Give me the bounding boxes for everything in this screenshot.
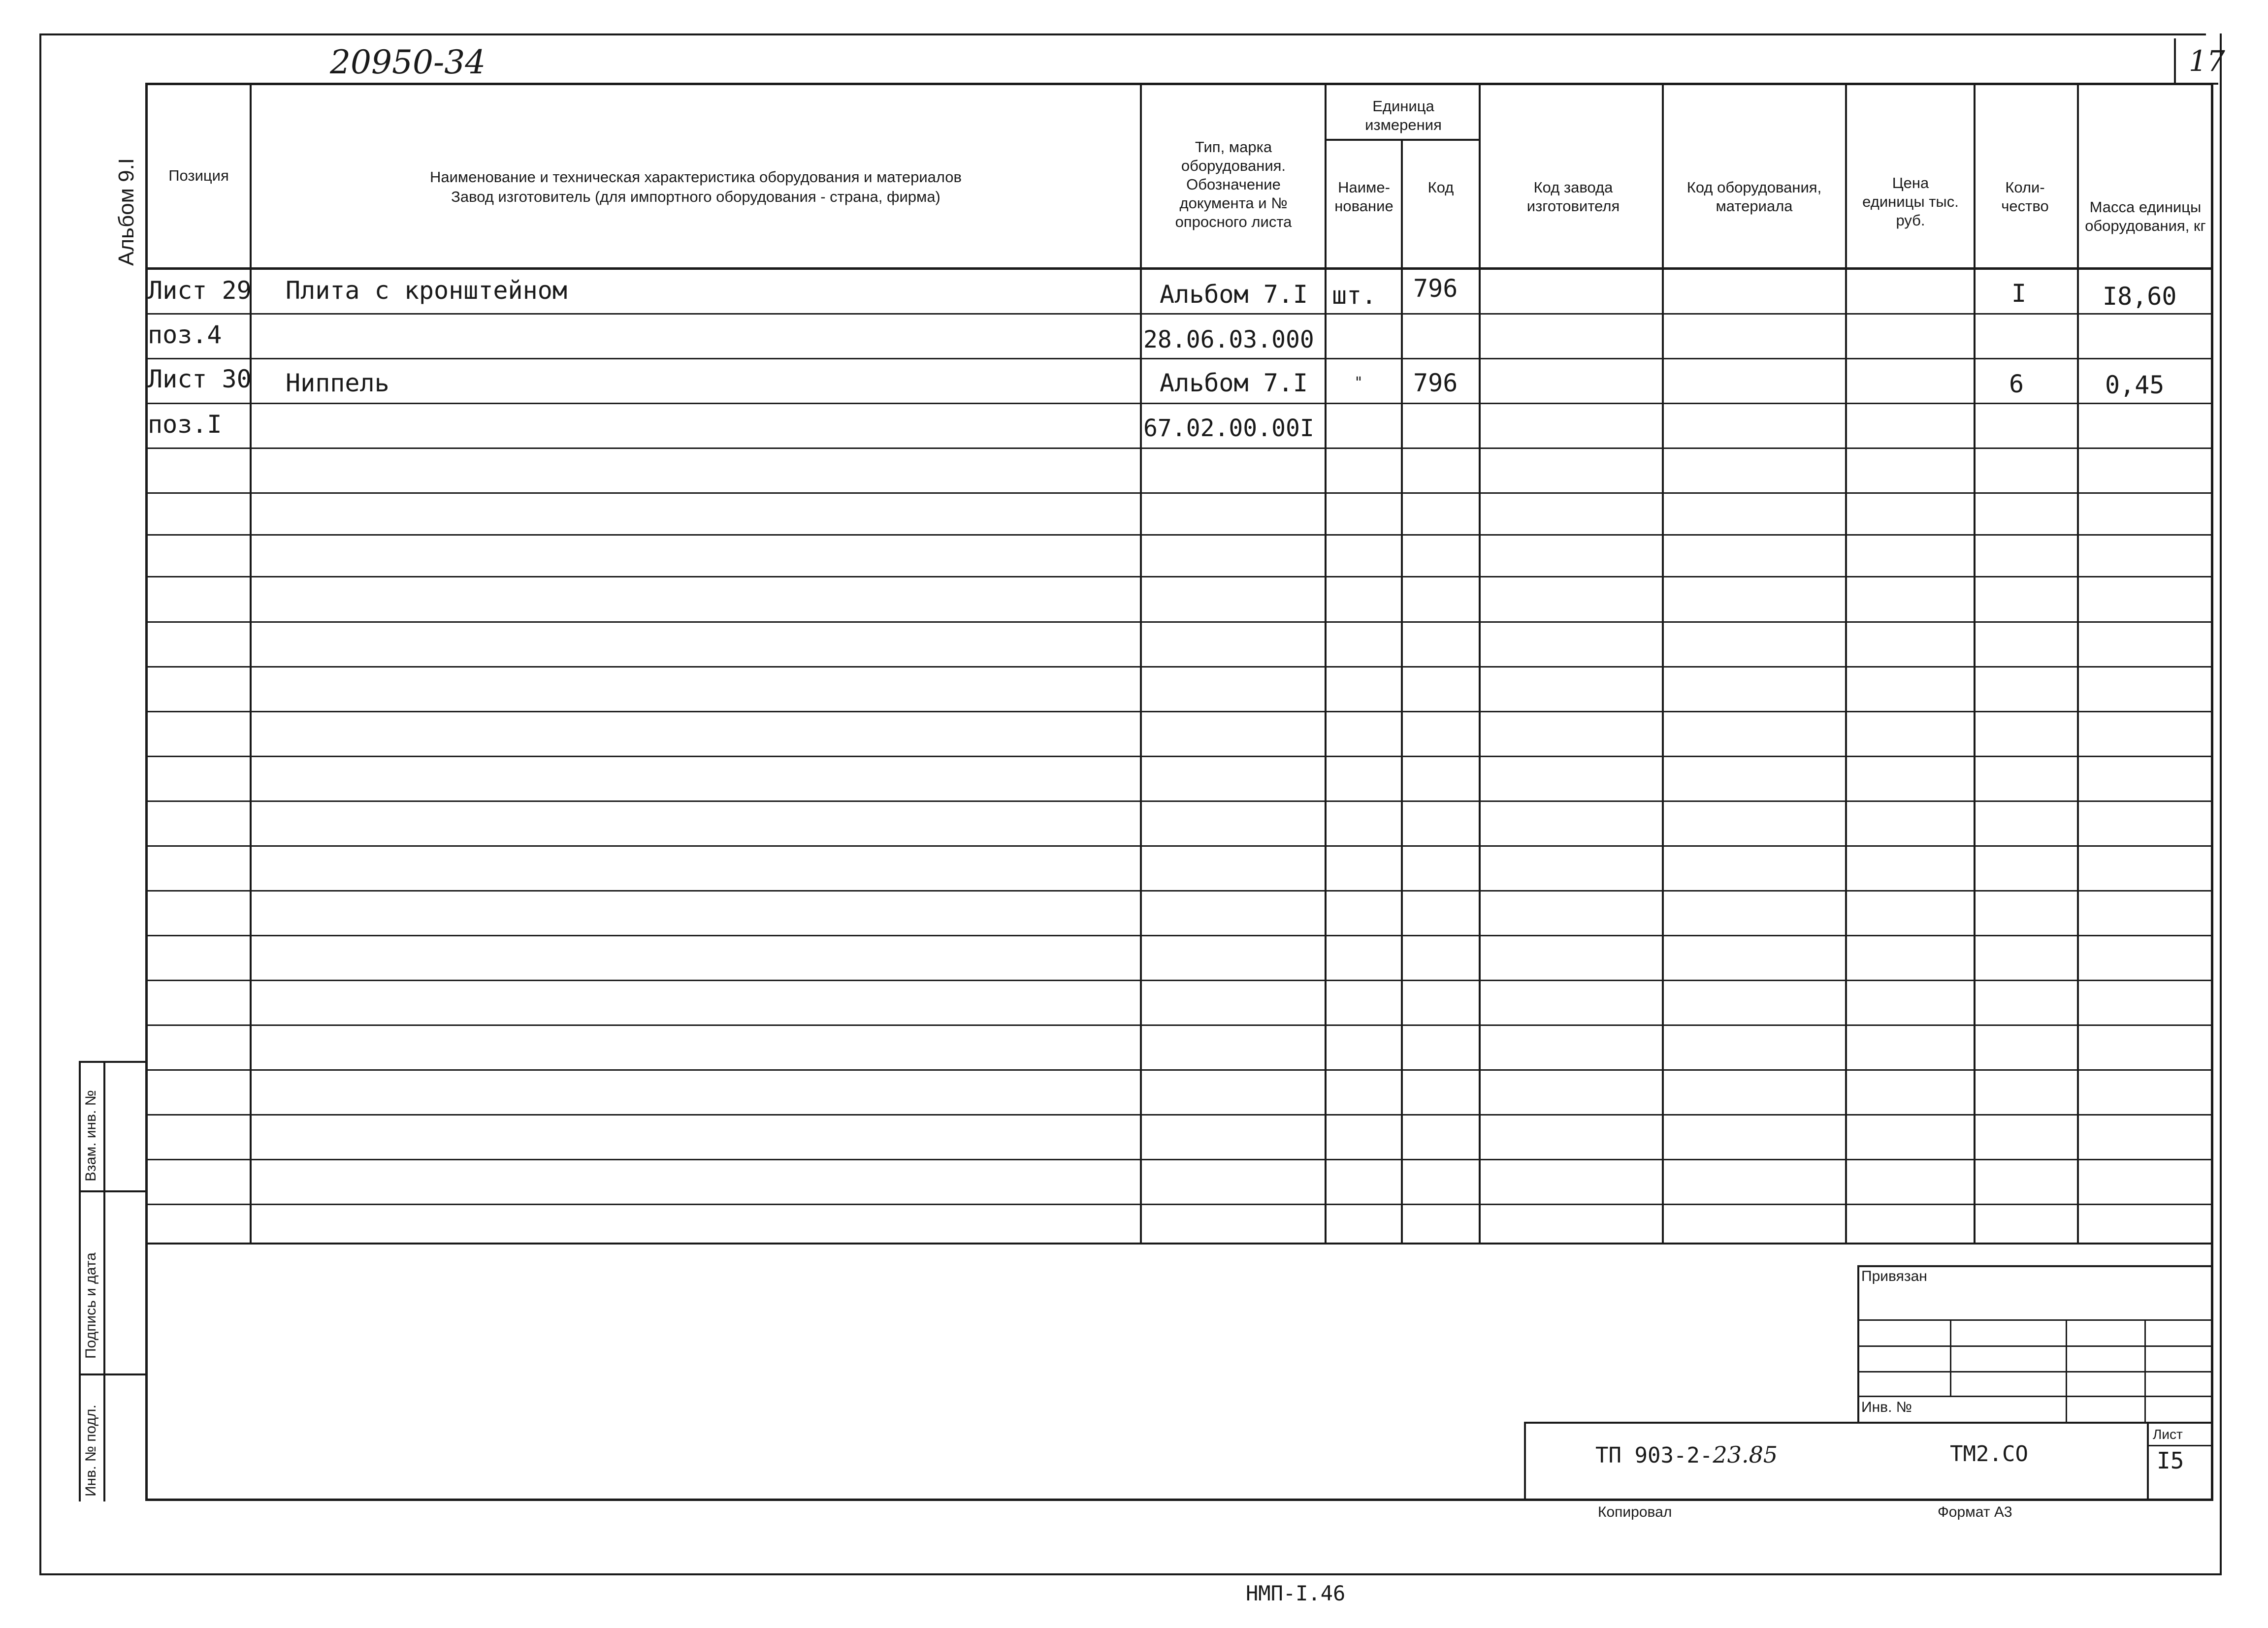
side-stamp-left (79, 1061, 81, 1501)
header-position: Позиция (168, 167, 229, 184)
row-line (145, 845, 2211, 847)
row-line-last (145, 1243, 2211, 1245)
row-line (145, 358, 2211, 359)
outer-frame-bottom (39, 1573, 2221, 1575)
header-factory-code: Код завода изготовителя (1526, 179, 1620, 215)
row3-mass: 0,45 (2105, 371, 2165, 399)
row4-position: поз.I (148, 410, 222, 439)
row1-mass: I8,60 (2103, 282, 2177, 311)
row3-position: Лист 30 (148, 365, 252, 393)
side-stamp-top (79, 1061, 148, 1063)
album-side-label: Альбом 9.I (114, 158, 138, 266)
col-line-4 (1401, 139, 1403, 1245)
header-price: Цена единицы тыс. руб. (1862, 174, 1959, 229)
header-unit-name: Наиме-нование (1334, 179, 1393, 215)
row3-type: Альбом 7.I (1160, 369, 1308, 397)
row-line (145, 711, 2211, 712)
sheet-label: Лист (2153, 1427, 2183, 1442)
table-right (2211, 83, 2213, 1500)
side-stamp-div2 (79, 1373, 148, 1375)
row1-position: Лист 29 (148, 276, 252, 305)
side-stamp-inv: Инв. № подл. (83, 1405, 99, 1497)
doc-code-handwritten: 23.85 (1713, 1441, 1778, 1468)
row-line (145, 666, 2211, 668)
row-line (145, 980, 2211, 981)
side-stamp-div1 (79, 1190, 148, 1192)
row-line (145, 534, 2211, 536)
header-quantity: Коли-чество (2001, 179, 2049, 215)
row-line (145, 313, 2211, 315)
kopiroval-label: Копировал (1598, 1504, 1672, 1520)
privyazan-col3 (2144, 1319, 2146, 1423)
row1-qty: I (2011, 279, 2027, 308)
titleblock-sheet-line (2147, 1445, 2211, 1446)
row3-qty: 6 (2009, 370, 2024, 398)
row-line (145, 447, 2211, 449)
row-line (145, 756, 2211, 757)
header-type: Тип, марка оборудования. Обозначение документа и № опросного листа (1175, 138, 1292, 230)
side-stamp-vzam: Взам. инв. № (83, 1090, 99, 1181)
row-line (145, 1114, 2211, 1116)
sheet-number: I5 (2157, 1447, 2184, 1474)
row-line (145, 1024, 2211, 1026)
row-line (145, 576, 2211, 577)
privyazan-label: Привязан (1861, 1268, 1927, 1284)
privyazan-row2 (1857, 1345, 2211, 1347)
privyazan-col2 (2066, 1319, 2067, 1423)
format-label: Формат А3 (1938, 1504, 2012, 1520)
outer-frame-top (39, 33, 2206, 35)
side-stamp-podpis: Подпись и дата (83, 1252, 99, 1359)
header-name-line2: Завод изготовитель (для импортного оборудования - страна, фирма) (451, 188, 940, 205)
row-line (145, 403, 2211, 404)
titleblock-top (1524, 1422, 2211, 1424)
row3-code: 796 (1413, 369, 1458, 397)
bottom-mark: НМП-I.46 (1246, 1581, 1346, 1605)
page-mark-box-left (2174, 38, 2176, 84)
row-line (145, 800, 2211, 802)
row1-unit: шт. (1332, 281, 1377, 310)
privyazan-row1 (1857, 1319, 2211, 1321)
privyazan-col1 (1950, 1319, 1951, 1396)
row1-name: Плита с кронштейном (286, 276, 567, 305)
outer-frame-left (39, 33, 41, 1574)
doc-code (1595, 1441, 1778, 1468)
titleblock-sheet-divider (2147, 1422, 2149, 1500)
header-mass: Масса единицы оборудования, кг (2085, 198, 2206, 234)
row-line (145, 890, 2211, 892)
header-equipment-code: Код оборудования, материала (1686, 179, 1822, 215)
titleblock-left (1524, 1422, 1526, 1500)
header-unit: Единица измерения (1365, 97, 1442, 133)
document-number: 20950-34 (330, 43, 486, 81)
table-bottom (145, 1499, 2213, 1501)
row-line (145, 492, 2211, 494)
row3-name: Ниппель (286, 369, 389, 397)
row-line (145, 1204, 2211, 1205)
privyazan-row4 (1857, 1396, 2211, 1397)
sheet-code: ТМ2.СО (1950, 1441, 2028, 1467)
header-bottom (145, 267, 2211, 270)
side-stamp-mid (103, 1061, 105, 1501)
table-top (145, 83, 2213, 85)
privyazan-top (1857, 1265, 2211, 1267)
header-name-line1: Наименование и техническая характеристика оборудования и материалов (429, 168, 962, 186)
outer-frame-right (2220, 33, 2222, 1575)
page-mark: 17 (2189, 44, 2225, 78)
row2-position: поз.4 (148, 320, 222, 349)
row4-type: 67.02.00.00I (1143, 415, 1314, 442)
row-line (145, 1069, 2211, 1071)
privyazan-row3 (1857, 1371, 2211, 1373)
row-line (145, 621, 2211, 623)
row-line (145, 1159, 2211, 1160)
row1-code: 796 (1413, 274, 1458, 303)
row2-type: 28.06.03.000 (1143, 326, 1314, 353)
privyazan-left (1857, 1265, 1859, 1423)
inv-no-label: Инв. № (1861, 1399, 1912, 1415)
row3-unit: " (1354, 374, 1363, 391)
header-unit-code: Код (1427, 179, 1454, 196)
doc-code-printed: ТП 903-2- (1595, 1443, 1713, 1468)
row1-type: Альбом 7.I (1160, 280, 1308, 309)
row-line (145, 935, 2211, 936)
